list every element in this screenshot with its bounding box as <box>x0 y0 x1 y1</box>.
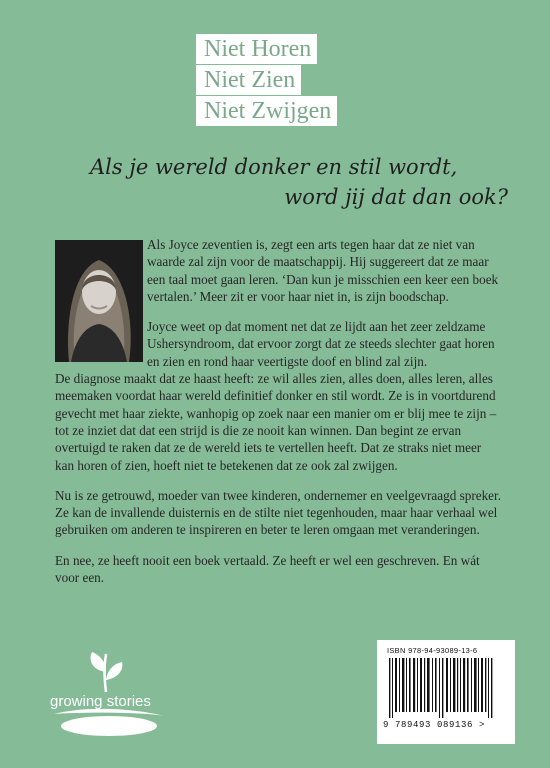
barcode-digits: 9 789493 089136 > <box>383 720 486 730</box>
title-line-1: Niet Horen <box>196 34 317 64</box>
back-cover-text <box>55 236 503 599</box>
paragraph-2 <box>55 318 503 474</box>
paragraph-4: En nee, ze heeft nooit een boek vertaald. Ze heeft er wel een geschreven. En wát voor een. <box>55 552 480 586</box>
publisher-name: growing stories <box>50 693 151 710</box>
book-title <box>196 34 337 127</box>
isbn-label: ISBN 978-94-93089-13-6 <box>387 646 478 655</box>
tagline-line-2: word jij dat dan ook? <box>284 185 508 209</box>
paragraph-2-rest: De diagnose maakt dat ze haast heeft: ze wil alles zien, alles doen, alles leren, alles meemaken voordat haar wereld definitief donker en stil wordt. Ze is in voortdurend gevecht met haar ziekte, wanhopig op zoek naar een manier om er blij mee te zijn – tot ze inziet dat dat een strijd is die ze nooit kan winnen. Dan begint ze ervan overtuigd te raken dat ze de wereld iets te vertellen heeft. Dat ze straks niet meer kan horen of zien, hoeft niet te betekenen dat ze ook zal zwijgen. <box>55 371 497 473</box>
paragraph-2-indented: Joyce weet op dat moment net dat ze lijdt aan het zeer zeldzame Ushersyndroom, dat ervoor zorgt dat ze steeds slechter gaat horen en zien en rond haar veertigste doof en blind zal zijn. <box>147 319 495 369</box>
paragraph-1: Als Joyce zeventien is, zegt een arts tegen haar dat ze niet van waarde zal zijn voor de maatschappij. Hij suggereert dat ze maar een taal moet gaan leren. ‘Dan kun je misschien een keer een boek vertalen.’ Meer zit er voor haar niet in, is zijn boodschap. <box>147 237 499 304</box>
tagline-line-1: Als je wereld donker en stil wordt, <box>90 155 458 179</box>
paragraph-3: Nu is ze getrouwd, moeder van twee kinderen, ondernemer en veelgevraagd spreker. Ze kan de invallende duisternis en de stilte niet tegenhouden, maar haar verhaal wel gebruiken om anderen te inspireren en beter te leren omgaan met veranderingen. <box>55 487 501 538</box>
tagline <box>90 152 510 212</box>
title-line-3: Niet Zwijgen <box>196 96 337 126</box>
title-line-2: Niet Zien <box>196 65 301 95</box>
barcode-bars <box>385 658 507 718</box>
barcode <box>377 640 515 744</box>
